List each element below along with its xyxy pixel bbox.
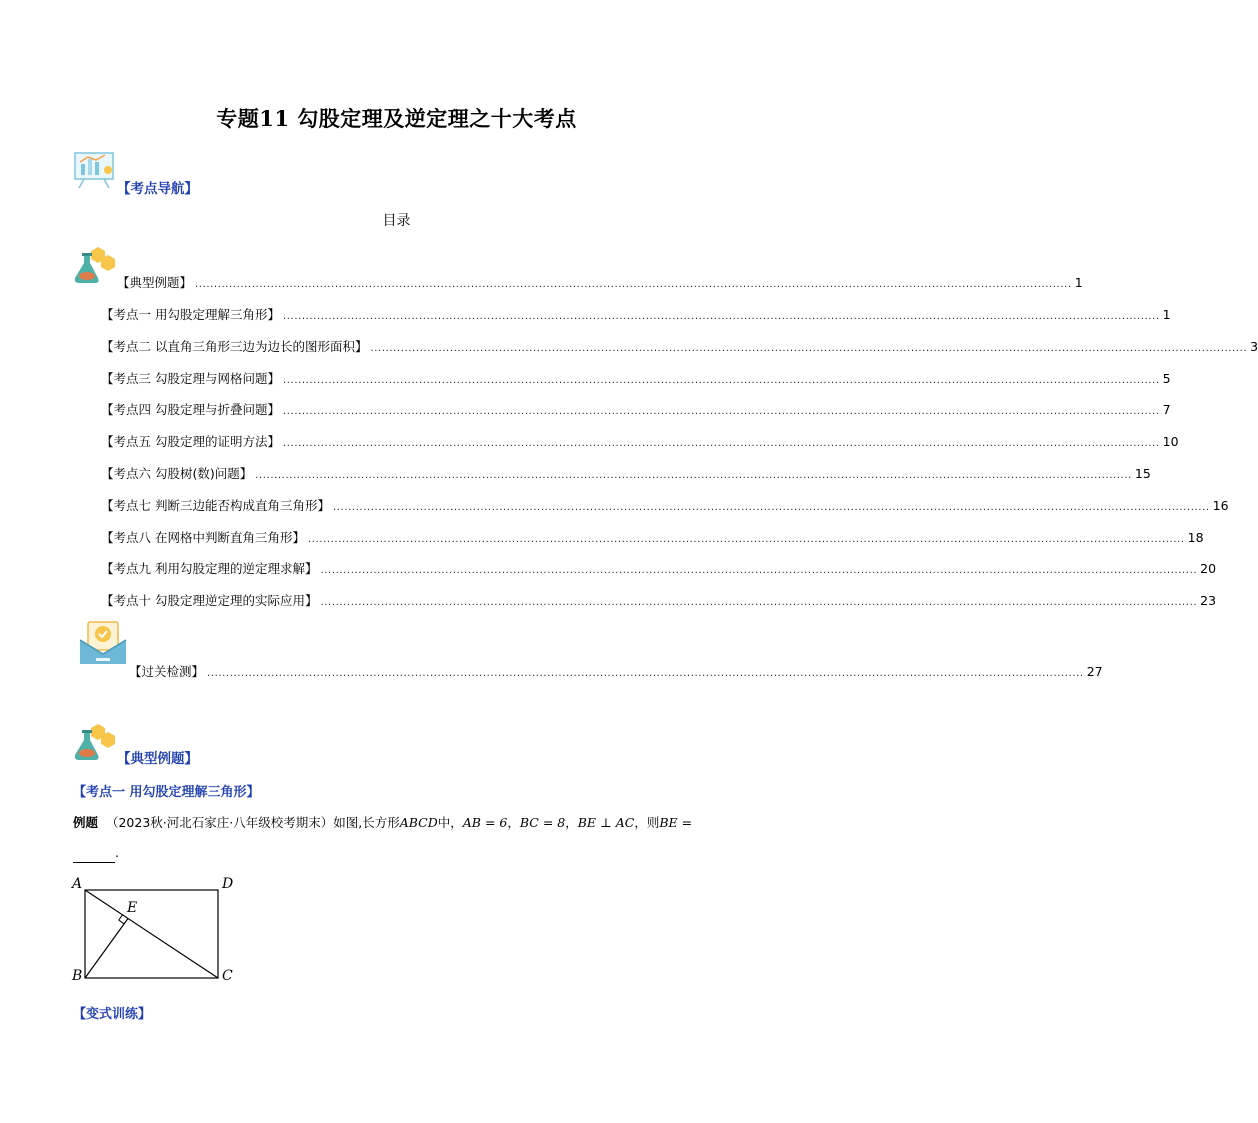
period: . — [115, 845, 119, 860]
example-prefix: 例题 — [73, 815, 99, 830]
diagonal-ac — [85, 890, 218, 978]
toc-page: 18 — [1187, 530, 1204, 545]
point-c-label: C — [222, 968, 233, 984]
point-e-label: E — [127, 900, 138, 916]
toc-item-kaodian6[interactable]: 【考点六 勾股树(数)问题】 ........................................................................................................................................................................................................................................ 15 — [101, 466, 1151, 481]
flask-hexagon-icon — [70, 245, 118, 285]
answer-line — [73, 843, 119, 863]
toc-item-kaodian1[interactable]: 【考点一 用勾股定理解三角形】 ........................................................................................................................................................................................................................................ 1 — [101, 307, 1171, 322]
toc-label: 【考点八 在网格中判断直角三角形】 — [101, 530, 305, 545]
example-question — [73, 813, 723, 833]
point-a-label: A — [72, 876, 83, 892]
toc-page: 1 — [1074, 275, 1083, 290]
toc-item-kaodian4[interactable]: 【考点四 勾股定理与折叠问题】 ........................................................................................................................................................................................................................................ 7 — [101, 402, 1171, 417]
toc-label: 【典型例题】 — [117, 275, 193, 290]
page-title: 专题11 勾股定理及逆定理之十大考点 — [216, 106, 577, 131]
example-text: 中， — [437, 815, 463, 830]
toc-label: 【考点九 利用勾股定理的逆定理求解】 — [101, 561, 318, 576]
toc-item-typical[interactable]: 【典型例题】 ........................................................................................................................................................................................................................................ 1 — [117, 275, 1083, 290]
example-source: （2023秋·河北石家庄·八年级校考期末） — [105, 815, 334, 830]
toc-page: 15 — [1134, 466, 1151, 481]
toc-page: 7 — [1162, 402, 1171, 417]
kaodian1-heading: 【考点一 用勾股定理解三角形】 — [73, 785, 260, 800]
toc-item-kaodian10[interactable]: 【考点十 勾股定理逆定理的实际应用】 ........................................................................................................................................................................................................................................ 23 — [101, 593, 1217, 608]
toc-page: 10 — [1162, 434, 1179, 449]
toc-label: 【考点十 勾股定理逆定理的实际应用】 — [101, 593, 318, 608]
toc-label: 【过关检测】 — [129, 664, 205, 679]
toc-label: 【考点二 以直角三角形三边为边长的图形面积】 — [101, 339, 368, 354]
rectangle-figure — [68, 873, 243, 991]
toc-label: 【考点五 勾股定理的证明方法】 — [101, 434, 280, 449]
toc-page: 5 — [1162, 371, 1171, 386]
toc-item-kaodian9[interactable]: 【考点九 利用勾股定理的逆定理求解】 ........................................................................................................................................................................................................................................ 20 — [101, 561, 1217, 576]
toc-item-kaodian2[interactable]: 【考点二 以直角三角形三边为边长的图形面积】 ........................................................................................................................................................................................................................................ 3 — [101, 339, 1258, 354]
toc-item-kaodian5[interactable]: 【考点五 勾股定理的证明方法】 ........................................................................................................................................................................................................................................ 10 — [101, 434, 1179, 449]
math-perp: BE ⊥ AC — [577, 815, 635, 830]
example-text: 如图,长方形 — [333, 815, 400, 830]
example-text: ，则 — [634, 815, 660, 830]
toc-label: 【考点一 用勾股定理解三角形】 — [101, 307, 280, 322]
toc-page: 16 — [1212, 498, 1229, 513]
toc-label: 【考点三 勾股定理与网格问题】 — [101, 371, 280, 386]
toc-page: 1 — [1162, 307, 1171, 322]
toc-item-kaodian8[interactable]: 【考点八 在网格中判断直角三角形】 ........................................................................................................................................................................................................................................ 18 — [101, 530, 1204, 545]
toc-label: 【考点七 判断三边能否构成直角三角形】 — [101, 498, 330, 513]
segment-be — [85, 919, 128, 979]
toc-page: 20 — [1200, 561, 1217, 576]
math-be: BE = — [659, 815, 693, 830]
point-b-label: B — [72, 968, 83, 984]
toc-page: 3 — [1250, 339, 1258, 354]
example-text: ， — [507, 815, 520, 830]
example-text: ， — [565, 815, 578, 830]
toc-page: 23 — [1200, 593, 1217, 608]
math-rect: ABCD — [399, 815, 438, 830]
nav-heading: 【考点导航】 — [117, 181, 198, 197]
toc-label: 【考点六 勾股树(数)问题】 — [101, 466, 253, 481]
check-envelope-icon — [78, 620, 128, 666]
presentation-board-icon — [72, 150, 118, 190]
examples-heading: 【典型例题】 — [117, 751, 198, 767]
right-angle-mark — [119, 915, 124, 924]
math-ab: AB = 6 — [462, 815, 508, 830]
toc-item-kaodian3[interactable]: 【考点三 勾股定理与网格问题】 ........................................................................................................................................................................................................................................ 5 — [101, 371, 1171, 386]
answer-blank[interactable] — [73, 848, 115, 863]
toc-page: 27 — [1086, 664, 1103, 679]
toc-item-kaodian7[interactable]: 【考点七 判断三边能否构成直角三角形】 ........................................................................................................................................................................................................................................ 16 — [101, 498, 1229, 513]
math-bc: BC = 8 — [519, 815, 566, 830]
toc-title: 目录 — [382, 213, 411, 229]
variant-heading: 【变式训练】 — [73, 1007, 152, 1022]
point-d-label: D — [222, 876, 234, 892]
toc-item-checkpoint[interactable]: 【过关检测】 ........................................................................................................................................................................................................................................ 27 — [129, 664, 1103, 679]
flask-hexagon-icon — [70, 722, 118, 762]
toc-label: 【考点四 勾股定理与折叠问题】 — [101, 402, 280, 417]
